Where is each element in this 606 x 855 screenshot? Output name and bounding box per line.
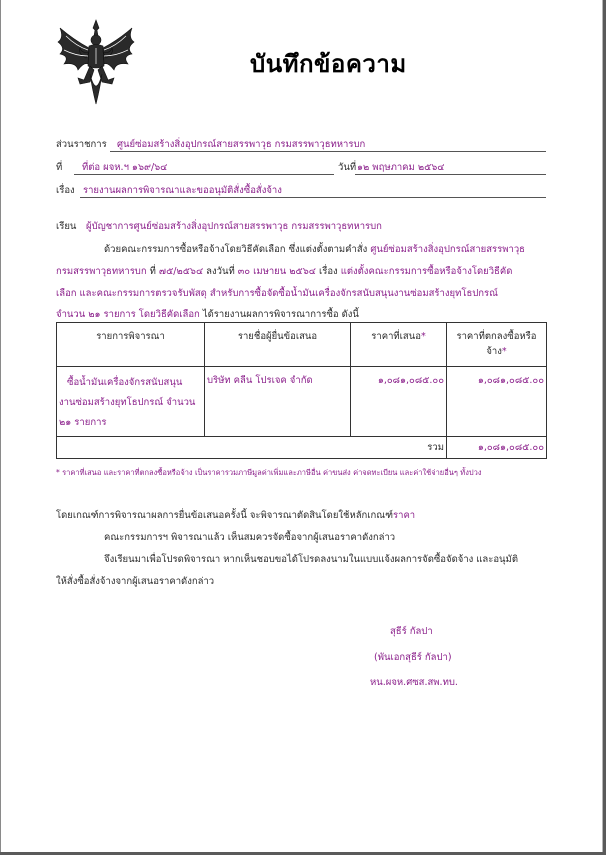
header-item: รายการพิจารณา (57, 323, 205, 367)
salutation-label: เรียน (56, 221, 77, 232)
table-header-row (57, 323, 547, 367)
agency-label: ส่วนราชการ (56, 139, 107, 150)
total-value: ๑,๐๘๑,๐๘๕.๐๐ (447, 437, 547, 459)
row-agreed: ๑,๐๘๑,๐๘๕.๐๐ (447, 367, 547, 437)
salutation-value: ผู้บัญชาการศูนย์ซ่อมสร้างสิ่งอุปกรณ์สายสรรพาวุธ กรมสรรพาวุธทหารบก (86, 221, 382, 232)
garuda-emblem-icon (56, 18, 136, 106)
header-agreed: ราคาที่ตกลงซื้อหรือ จ้าง* (447, 323, 547, 367)
signature-position: หน.ผจห.ศซส.สพ.ทบ. (370, 677, 458, 688)
criteria-paragraph: โดยเกณฑ์การพิจารณาผลการยื่นข้อเสนอครั้งนี้ จะพิจารณาตัดสินโดยใช้หลักเกณฑ์ราคา (56, 510, 416, 521)
table-row (57, 367, 547, 437)
page-border-left (0, 0, 1, 855)
subject-label: เรื่อง (56, 185, 75, 196)
ref-underline (74, 174, 334, 175)
agency-value: ศูนย์ซ่อมสร้างสิ่งอุปกรณ์สายสรรพาวุธ กรมสรรพาวุธทหารบก (117, 139, 366, 150)
table-total-row (57, 437, 547, 459)
ref-value: ที่ต่อ ผจห.ฯ ๑๖๙/๖๔ (82, 162, 168, 173)
header-offered: ราคาที่เสนอ* (351, 323, 447, 367)
row-vendor: บริษัท คลีน โปรเจค จำกัด (205, 367, 351, 437)
request-paragraph-line-1: จึงเรียนมาเพื่อโปรดพิจารณา หากเห็นชอบขอได้โปรดลงนามในแบบแจ้งผลการจัดซื้อจัดจ้าง และอนุมัติ (104, 554, 518, 565)
total-label: รวม (57, 437, 447, 459)
intro-line-3: เลือก และคณะกรรมการตรวจรับพัสดุ สำหรับการซื้อจัดซื้อน้ำมันเครื่องจักรสนับสนุนงานซ่อมสร้างยุทโธปกรณ์ (56, 288, 498, 299)
page-title: บันทึกข้อความ (250, 50, 407, 78)
intro-line-4: จำนวน ๒๑ รายการ โดยวิธีคัดเลือก ได้รายงานผลการพิจารณาการซื้อ ดังนี้ (56, 309, 359, 320)
date-value: ๑๒ พฤษภาคม ๒๕๖๔ (357, 162, 445, 173)
header-vendor: รายชื่อผู้ยื่นข้อเสนอ (205, 323, 351, 367)
intro-line-2: กรมสรรพาวุธทหารบก ที่ ๗๕/๒๕๖๔ ลงวันที่ ๓๐ เมษายน ๒๕๖๔ เรื่อง แต่งตั้งคณะกรรมการซื้อหรือจ้างโดยวิธีคัด (56, 266, 513, 277)
intro-line-1: ด้วยคณะกรรมการซื้อหรือจ้างโดยวิธีคัดเลือก ซึ่งแต่งตั้งตามคำสั่ง ศูนย์ซ่อมสร้างสิ่งอุปกรณ์สายสรรพาวุธ (104, 244, 525, 255)
quotation-table (56, 322, 547, 459)
date-label: วันที่ (338, 162, 357, 173)
agency-underline (110, 151, 546, 152)
subject-value: รายงานผลการพิจารณาและขออนุมัติสั่งซื้อสั่งจ้าง (83, 185, 282, 196)
ref-label: ที่ (56, 162, 63, 173)
row-item: ซื้อน้ำมันเครื่องจักรสนับสนุน งานซ่อมสร้างยุทโธปกรณ์ จำนวน ๒๑ รายการ (57, 367, 205, 437)
subject-underline (80, 197, 546, 198)
date-underline (355, 174, 546, 175)
row-offered: ๑,๐๘๑,๐๘๕.๐๐ (351, 367, 447, 437)
committee-paragraph: คณะกรรมการฯ พิจารณาแล้ว เห็นสมควรจัดซื้อจากผู้เสนอราคาดังกล่าว (104, 532, 396, 543)
request-paragraph-line-2: ให้สั่งซื้อสั่งจ้างจากผู้เสนอราคาดังกล่าว (56, 576, 215, 587)
signature-name: สุธีร์ กัลปา (390, 626, 433, 637)
table-footnote: * ราคาที่เสนอ และราคาที่ตกลงซื้อหรือจ้าง เป็นราคารวมภาษีมูลค่าเพิ่มและภาษีอื่น ค่าขนส่ง ค่าจดทะเบียน และค่าใช้จ่ายอื่นๆ ทั้งปวง (56, 468, 482, 477)
signature-rank-name: (พันเอกสุธีร์ กัลปา) (374, 652, 452, 663)
